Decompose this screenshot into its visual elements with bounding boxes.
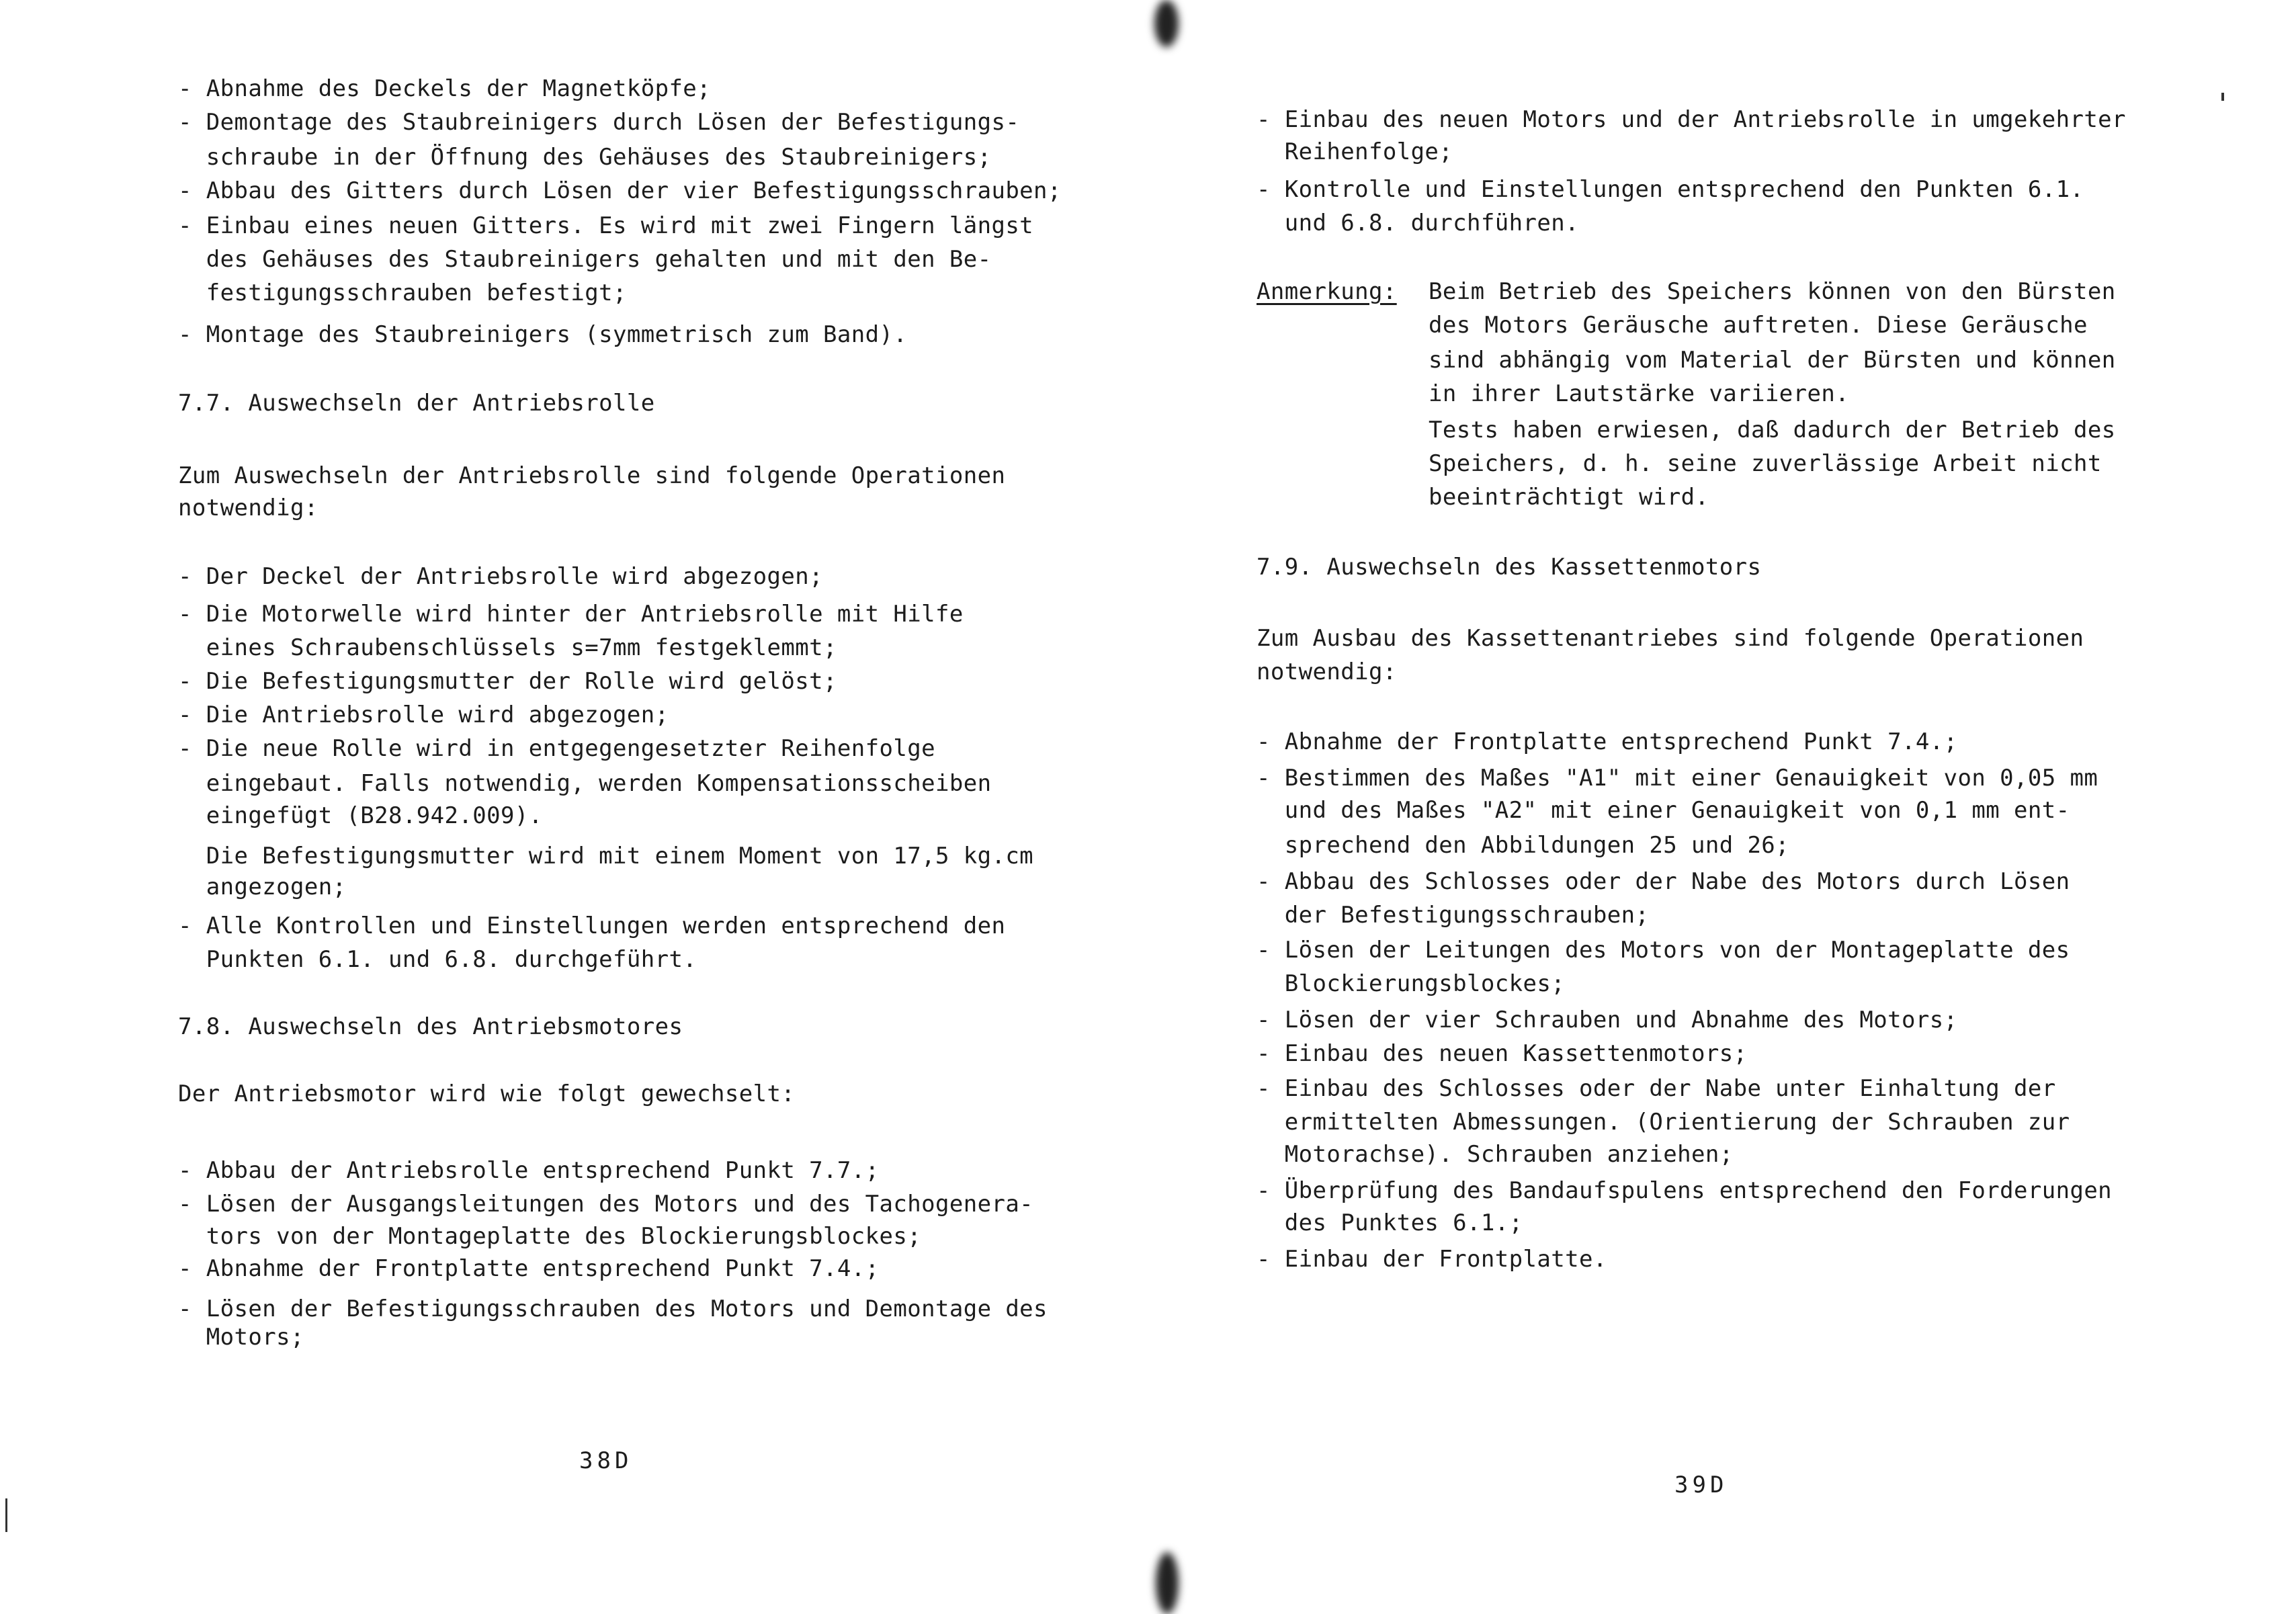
text-line: der Befestigungsschrauben; bbox=[1257, 902, 1650, 929]
text-line: Punkten 6.1. und 6.8. durchgeführt. bbox=[178, 946, 697, 973]
text-line: und des Maßes "A2" mit einer Genauigkeit von 0,1 mm ent- bbox=[1257, 797, 2070, 824]
text-line: - Abbau des Gitters durch Lösen der vier Befestigungsschrauben; bbox=[178, 177, 1062, 204]
text-line: - Die Antriebsrolle wird abgezogen; bbox=[178, 702, 669, 728]
text-line: eingefügt (B28.942.009). bbox=[178, 802, 543, 829]
text-line: - Abnahme der Frontplatte entsprechend Punkt 7.4.; bbox=[1257, 728, 1958, 755]
text-line: - Bestimmen des Maßes "A1" mit einer Genauigkeit von 0,05 mm bbox=[1257, 765, 2098, 792]
text-line: angezogen; bbox=[178, 874, 347, 900]
text-line: - Die Befestigungsmutter der Rolle wird gelöst; bbox=[178, 668, 837, 695]
text-line: - Überprüfung des Bandaufspulens entsprechend den Forderungen bbox=[1257, 1177, 2113, 1204]
text-line: Zum Ausbau des Kassettenantriebes sind folgende Operationen bbox=[1257, 625, 2084, 652]
text-line: Motors; bbox=[178, 1324, 304, 1351]
text-line: festigungsschrauben befestigt; bbox=[178, 280, 627, 306]
text-line: sprechend den Abbildungen 25 und 26; bbox=[1257, 832, 1790, 859]
text-line: Motorachse). Schrauben anziehen; bbox=[1257, 1141, 1734, 1168]
text-line: Blockierungsblockes; bbox=[1257, 970, 1566, 997]
section-heading: 7.9. Auswechseln des Kassettenmotors bbox=[1257, 554, 1762, 581]
note-text: Speichers, d. h. seine zuverlässige Arbeit nicht bbox=[1429, 450, 2102, 477]
section-heading: 7.7. Auswechseln der Antriebsrolle bbox=[178, 390, 655, 417]
text-line: eingebaut. Falls notwendig, werden Kompensationsscheiben bbox=[178, 770, 992, 797]
text-line: - Abbau der Antriebsrolle entsprechend Punkt 7.7.; bbox=[178, 1157, 880, 1184]
text-line: - Einbau des neuen Kassettenmotors; bbox=[1257, 1040, 1748, 1067]
text-line: - Kontrolle und Einstellungen entsprechend den Punkten 6.1. bbox=[1257, 176, 2084, 203]
note-text: beeinträchtigt wird. bbox=[1429, 484, 1709, 511]
text-line: - Lösen der Befestigungsschrauben des Motors und Demontage des bbox=[178, 1296, 1048, 1322]
note-text: Tests haben erwiesen, daß dadurch der Betrieb des bbox=[1429, 417, 2116, 443]
page-number: 38D bbox=[579, 1447, 633, 1474]
text-line: - Einbau eines neuen Gitters. Es wird mit zwei Fingern längst bbox=[178, 212, 1034, 239]
text-line: schraube in der Öffnung des Gehäuses des Staubreinigers; bbox=[178, 144, 992, 171]
page-number: 39D bbox=[1674, 1472, 1728, 1498]
left-page bbox=[0, 0, 1142, 1614]
scan-mark bbox=[5, 1498, 7, 1532]
text-line: - Abbau des Schlosses oder der Nabe des Motors durch Lösen bbox=[1257, 868, 2070, 895]
text-line: tors von der Montageplatte des Blockierungsblockes; bbox=[178, 1223, 922, 1250]
text-line: - Lösen der Leitungen des Motors von der Montageplatte des bbox=[1257, 937, 2070, 964]
text-line: - Montage des Staubreinigers (symmetrisch zum Band). bbox=[178, 321, 908, 348]
text-line: - Der Deckel der Antriebsrolle wird abgezogen; bbox=[178, 563, 824, 590]
note-text: des Motors Geräusche auftreten. Diese Geräusche bbox=[1429, 312, 2088, 339]
note-text: sind abhängig vom Material der Bürsten und können bbox=[1429, 347, 2116, 374]
section-heading: 7.8. Auswechseln des Antriebsmotores bbox=[178, 1013, 683, 1040]
text-line: - Lösen der Ausgangsleitungen des Motors und des Tachogenera- bbox=[178, 1191, 1034, 1218]
text-line: des Gehäuses des Staubreinigers gehalten und mit den Be- bbox=[178, 246, 992, 273]
note-text: in ihrer Lautstärke variieren. bbox=[1429, 380, 1850, 407]
text-line: - Die neue Rolle wird in entgegengesetzter Reihenfolge bbox=[178, 735, 935, 762]
text-line: ermittelten Abmessungen. (Orientierung der Schrauben zur bbox=[1257, 1109, 2070, 1136]
scan-mark bbox=[2221, 93, 2224, 101]
text-line: - Demontage des Staubreinigers durch Lösen der Befestigungs- bbox=[178, 109, 1020, 136]
text-line: - Lösen der vier Schrauben und Abnahme des Motors; bbox=[1257, 1007, 1958, 1033]
text-line: - Abnahme der Frontplatte entsprechend Punkt 7.4.; bbox=[178, 1255, 880, 1282]
right-page bbox=[1142, 0, 2296, 1614]
text-line: - Einbau des neuen Motors und der Antriebsrolle in umgekehrter bbox=[1257, 106, 2126, 133]
note-label: Anmerkung: bbox=[1257, 278, 1397, 305]
text-line: - Die Motorwelle wird hinter der Antriebsrolle mit Hilfe bbox=[178, 601, 964, 628]
text-line: - Alle Kontrollen und Einstellungen werden entsprechend den bbox=[178, 912, 1006, 939]
text-line: Reihenfolge; bbox=[1257, 138, 1453, 165]
text-line: notwendig: bbox=[178, 495, 318, 521]
text-line: eines Schraubenschlüssels s=7mm festgeklemmt; bbox=[178, 634, 837, 661]
text-line: Die Befestigungsmutter wird mit einem Moment von 17,5 kg.cm bbox=[178, 843, 1034, 869]
text-line: des Punktes 6.1.; bbox=[1257, 1209, 1523, 1236]
text-line: - Abnahme des Deckels der Magnetköpfe; bbox=[178, 75, 712, 102]
text-line: - Einbau des Schlosses oder der Nabe unter Einhaltung der bbox=[1257, 1075, 2056, 1102]
note-text: Beim Betrieb des Speichers können von den Bürsten bbox=[1429, 278, 2116, 305]
text-line: Der Antriebsmotor wird wie folgt gewechselt: bbox=[178, 1080, 796, 1107]
text-line: Zum Auswechseln der Antriebsrolle sind folgende Operationen bbox=[178, 462, 1006, 489]
text-line: und 6.8. durchführen. bbox=[1257, 210, 1580, 237]
text-line: - Einbau der Frontplatte. bbox=[1257, 1246, 1607, 1273]
text-line: notwendig: bbox=[1257, 659, 1397, 685]
